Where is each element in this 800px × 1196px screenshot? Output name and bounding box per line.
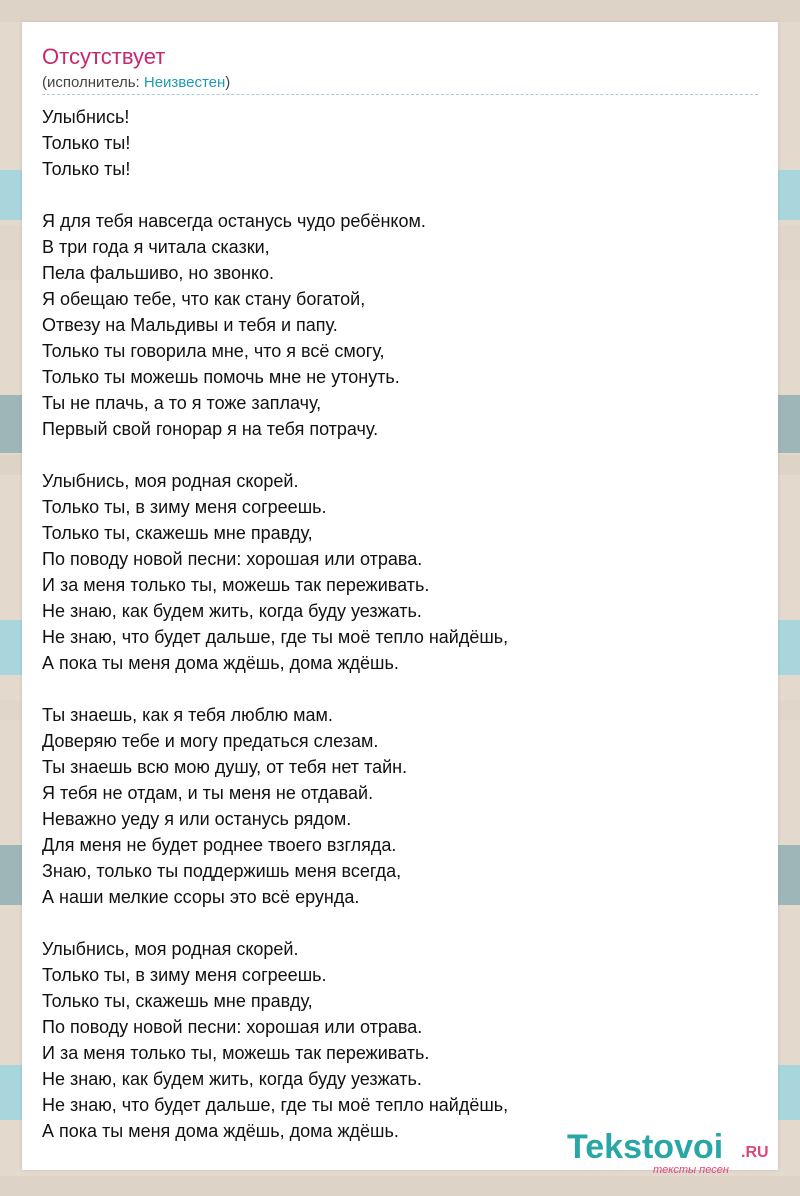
lyric-line: А пока ты меня дома ждёшь, дома ждёшь. — [42, 1121, 399, 1141]
lyric-line: Улыбнись, моя родная скорей. — [42, 939, 299, 959]
lyric-line: Знаю, только ты поддержишь меня всегда, — [42, 861, 402, 881]
logo-name: Tekstovoi — [567, 1128, 724, 1166]
lyric-line: Первый свой гонорар я на тебя потрачу. — [42, 419, 379, 439]
lyric-line: Только ты, в зиму меня согреешь. — [42, 965, 327, 985]
lyric-line: Не знаю, что будет дальше, где ты моё тепло найдёшь, — [42, 627, 509, 647]
lyric-line: Только ты, в зиму меня согреешь. — [42, 497, 327, 517]
dashed-divider — [42, 94, 758, 95]
artist-link[interactable]: Неизвестен — [143, 74, 226, 91]
lyric-line: Ты не плачь, а то я тоже заплачу, — [42, 393, 322, 413]
lyric-line: Улыбнись! — [42, 107, 130, 127]
lyric-line: И за меня только ты, можешь так переживать. — [42, 1043, 430, 1063]
lyric-line: И за меня только ты, можешь так переживать. — [42, 575, 430, 595]
artist-prefix: (исполнитель: — [42, 74, 144, 91]
lyric-line: Отвезу на Мальдивы и тебя и папу. — [42, 315, 338, 335]
lyric-line: Только ты можешь помочь мне не утонуть. — [42, 367, 400, 387]
lyric-line: А наши мелкие ссоры это всё ерунда. — [42, 887, 360, 907]
lyric-line: Я тебя не отдам, и ты меня не отдавай. — [42, 783, 374, 803]
lyric-line: Ты знаешь, как я тебя люблю мам. — [42, 705, 333, 725]
lyric-line: Только ты говорила мне, что я всё смогу, — [42, 341, 385, 361]
lyric-line: Не знаю, как будем жить, когда буду уезжать. — [42, 601, 422, 621]
logo-tld: .RU — [741, 1144, 769, 1161]
lyric-line: Неважно уеду я или останусь рядом. — [42, 809, 352, 829]
artist-line — [42, 74, 230, 91]
lyric-line: Только ты! — [42, 133, 131, 153]
lyric-line: А пока ты меня дома ждёшь, дома ждёшь. — [42, 653, 399, 673]
verse-gap — [42, 910, 758, 936]
lyric-line: Только ты! — [42, 159, 131, 179]
lyric-line: Пела фальшиво, но звонко. — [42, 263, 275, 283]
lyric-line: Только ты, скажешь мне правду, — [42, 991, 313, 1011]
lyrics-text — [42, 104, 758, 1144]
tekstovoi-logo[interactable] — [567, 1128, 777, 1178]
lyrics-card — [22, 22, 778, 1170]
lyric-line: По поводу новой песни: хорошая или отрава. — [42, 1017, 423, 1037]
lyric-line: Я обещаю тебе, что как стану богатой, — [42, 289, 366, 309]
artist-suffix: ) — [225, 74, 231, 91]
lyric-line: Доверяю тебе и могу предаться слезам. — [42, 731, 379, 751]
lyric-line: Ты знаешь всю мою душу, от тебя нет тайн. — [42, 757, 408, 777]
lyric-line: Не знаю, что будет дальше, где ты моё тепло найдёшь, — [42, 1095, 509, 1115]
lyric-line: Улыбнись, моя родная скорей. — [42, 471, 299, 491]
lyric-line: Для меня не будет роднее твоего взгляда. — [42, 835, 397, 855]
background-stripe — [0, 0, 800, 22]
verse-gap — [42, 182, 758, 208]
verse-gap — [42, 442, 758, 468]
logo-tagline: тексты песен — [653, 1164, 729, 1176]
lyric-line: В три года я читала сказки, — [42, 237, 270, 257]
verse-gap — [42, 676, 758, 702]
song-title: Отсутствует — [42, 44, 166, 69]
background-stripe — [0, 1176, 800, 1196]
lyric-line: По поводу новой песни: хорошая или отрава. — [42, 549, 423, 569]
lyric-line: Не знаю, как будем жить, когда буду уезжать. — [42, 1069, 422, 1089]
lyric-line: Я для тебя навсегда останусь чудо ребёнком. — [42, 211, 426, 231]
lyric-line: Только ты, скажешь мне правду, — [42, 523, 313, 543]
